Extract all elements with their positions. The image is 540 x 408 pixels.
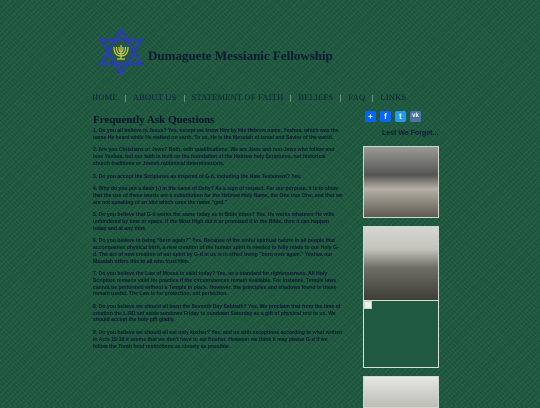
faq-item: 3. Do you accept the Scriptures as inspired of G-d, including the New Testament? Yes. [93,173,302,180]
nav-divider [290,95,291,102]
faq-item: 6. Do you believe in being "born again?" Yes. Because of the sinful spiritual nature in all people that accompanies physical birth, a new creation of the human spirit is needed to fully relate to our Holy G-d. The act of new creation of our spirit by G-d in us is in effect being "born over again." Yeshua our Messiah offers this to all who trust Him. [93,238,339,265]
faq-item: 1. Do you all believe in Jesus? Yes, except we know Him by His Hebrew name, Yeshua, which was the name He heard while He walked on earth. To us, He is the Messiah of Israel and Savior of the world. [93,128,339,141]
holocaust-photo-portrait [363,376,439,408]
holocaust-photo-crowd [363,226,439,302]
nav-beliefs-link[interactable]: BELIEFS [298,92,334,102]
faq-item: 4. Why do you put a dash (-) in the name of Deity? As a sign of respect. For our purpose, it is to show that the use of these words are a substitution for the Hebrew Holy Name, the One true One, and that we are not speaking of an idol which uses the name "god." [93,186,343,206]
vk-icon[interactable]: vk [410,111,421,122]
site-title: Dumaguete Messianic Fellowship [148,48,333,63]
page-title: Frequently Ask Questions [93,114,215,126]
nav-about-link[interactable]: ABOUT US [132,92,177,102]
facebook-icon[interactable]: f [380,111,391,122]
nav-divider [184,95,185,102]
faq-item: 7. Do you believe the Law of Moses is valid today? Yes, as a standard for righteousness. All Holy Scripture remains valid for practice if the circumstances remain available. For instance, Temple laws cannot be performed without a Temple in place. However, the principles and shadows found in these remain useful. The Law is for protection, not perfection. [93,271,337,298]
share-buttons [365,111,425,123]
nav-home-link[interactable]: HOME [92,92,118,102]
faq-list [93,128,343,405]
twitter-icon[interactable]: t [395,111,406,122]
nav-links-link[interactable]: LINKS [380,92,407,102]
faq-item: 8. Do you believe we should all keep the Seventh Day Sabbath? Yes. We proclaim that from the time of creation the L-RD set aside sundown Friday to sundown Saturday as a gift of physical rest to us. We should accept the holy gift gladly. [93,304,341,324]
star-of-david-menorah-logo [97,28,145,76]
nav-divider [372,95,373,102]
faq-item: 9. Do you believe we should all eat only kosher? Yes, and no with exceptions according to what written in Acts 15:19 it seems that we don't have to eat Kosher. However we think it may please G-d if we follow the Torah food restrictions as closely as possible. [93,330,343,350]
share-plus-icon[interactable]: + [365,111,376,122]
lest-we-forget-heading: Lest We Forget... [382,130,439,137]
nav-statement-link[interactable]: STATEMENT OF FAITH [191,92,284,102]
site-logo-row [91,28,391,78]
nav-faq-link[interactable]: FAQ [348,92,366,102]
holocaust-photo-shoes [363,146,439,218]
broken-image-frame [363,300,439,368]
faq-item: 2. Are you Christians or Jews? Both, with qualifications. We are Jews and non-Jews who follow and love Yeshua, but our faith is built on the foundation of the Hebrew holy Scriptures, not historical church traditions or Jewish rabbinical determinations. [93,147,335,167]
faq-item: 5. Do you believe that G-d works the same today as in Bible times? Yes. He works whatever He wills unhindered by time or space. If the Most High did it or promised it in the Bible, then it can happen today and at any time. [93,212,335,232]
broken-image-icon [364,301,372,309]
main-nav [92,92,406,102]
nav-divider [340,95,341,102]
nav-divider [125,95,126,102]
